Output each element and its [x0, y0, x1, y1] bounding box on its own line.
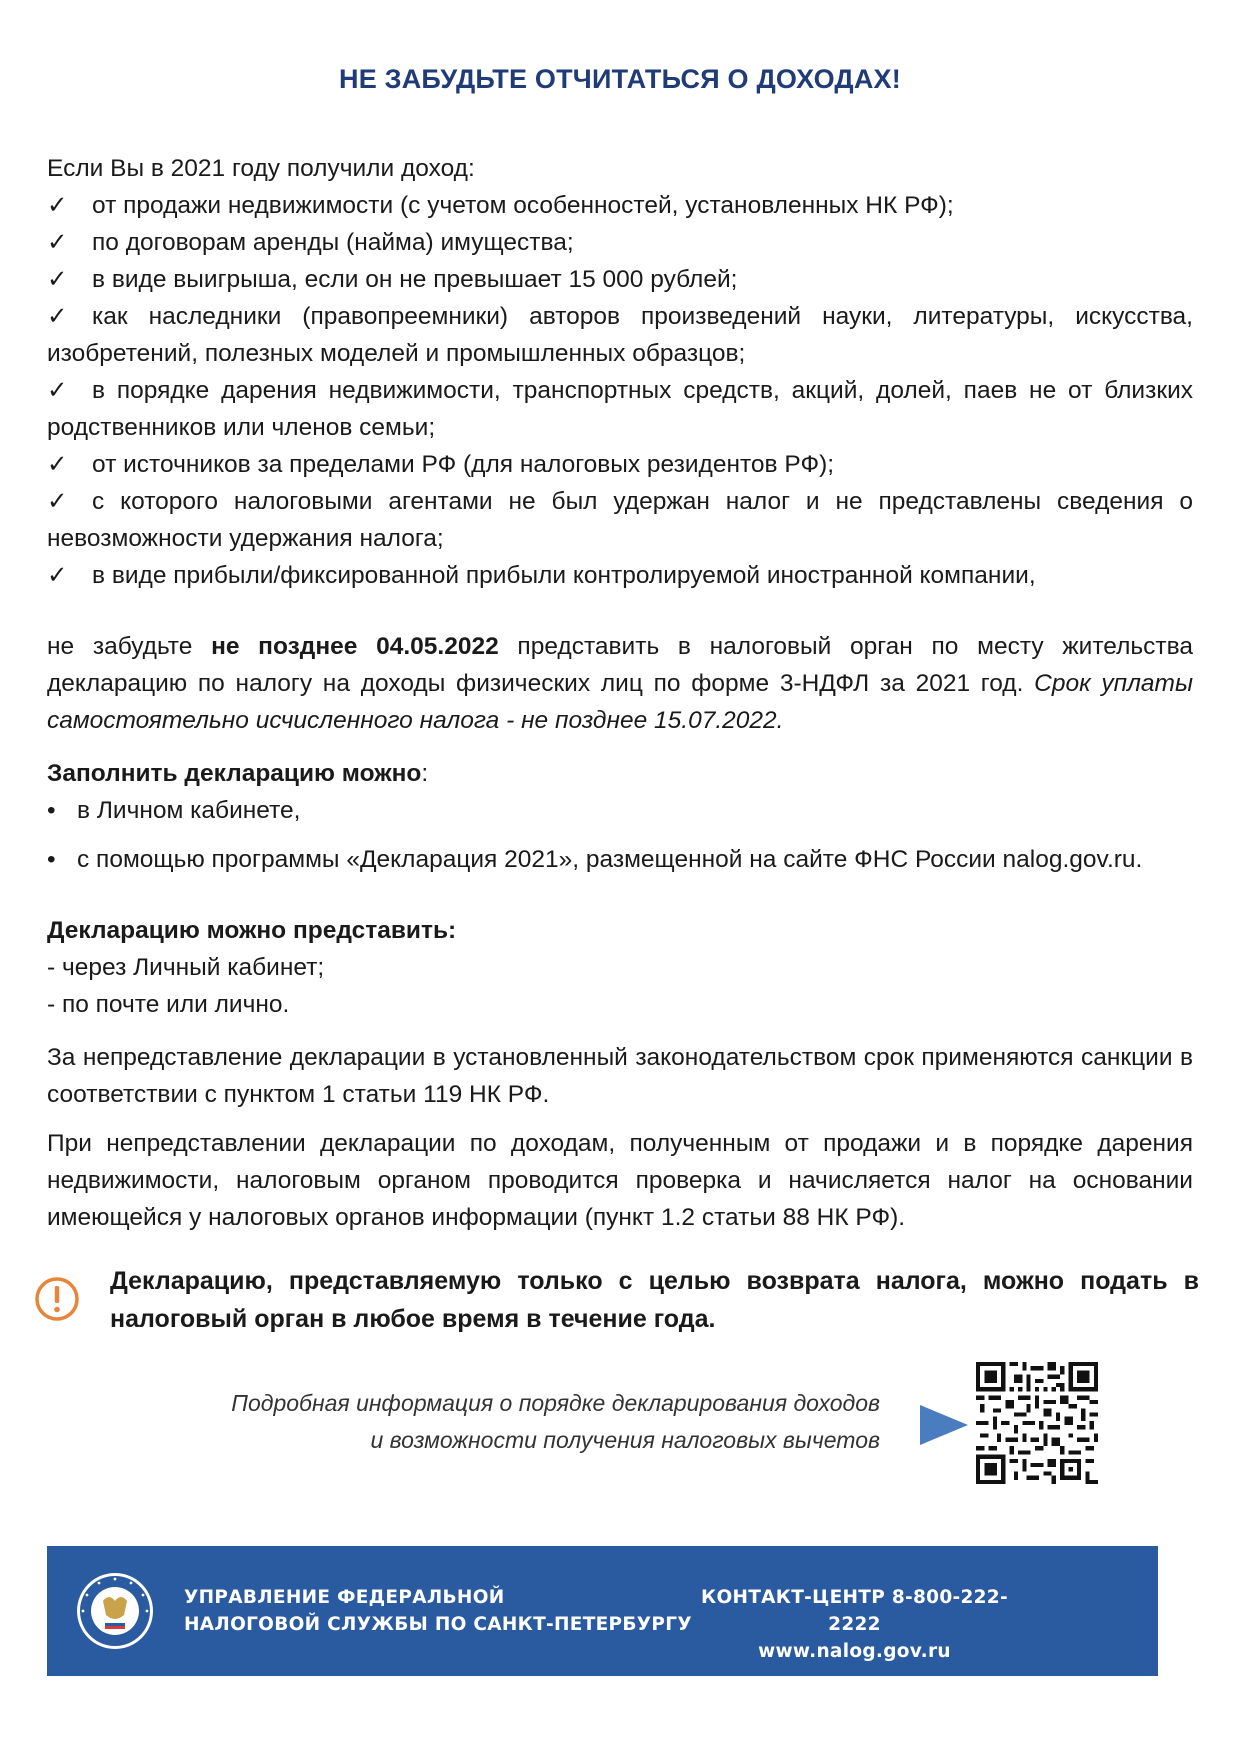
list-item: • в Личном кабинете, [47, 792, 1193, 829]
checkmark-icon: ✓ [47, 192, 68, 219]
list-item: ✓ от продажи недвижимости (с учетом особенностей, установленных НК РФ); [47, 187, 1193, 224]
contact-info [697, 1584, 1012, 1665]
exclamation-icon [34, 1276, 80, 1322]
page-title: НЕ ЗАБУДЬТЕ ОТЧИТАТЬСЯ О ДОХОДАХ! [339, 64, 901, 94]
fns-emblem-icon [75, 1571, 155, 1651]
fill-heading: Заполнить декларацию можно: [47, 760, 429, 787]
checkmark-icon: ✓ [47, 229, 68, 256]
checkmark-icon: ✓ [47, 451, 68, 478]
checkmark-icon: ✓ [47, 303, 68, 330]
list-item: • с помощью программы «Декларация 2021», размещенной на сайте ФНС России nalog.gov.ru. [47, 841, 1193, 878]
more-info-text: Подробная информация о порядке декларирования доходов и возможности получения налоговых вычетов [231, 1390, 880, 1453]
qr-code-icon[interactable] [976, 1362, 1098, 1484]
list-item: ✓ в виде прибыли/фиксированной прибыли контролируемой иностранной компании, [47, 557, 1193, 594]
submit-heading: Декларацию можно представить: [47, 917, 457, 944]
list-item: ✓ с которого налоговыми агентами не был удержан налог и не представлены сведения о невозможности удержания налога; [47, 483, 1193, 557]
audit-paragraph: При непредставлении декларации по доходам, полученным от продажи и в порядке дарения недвижимости, налоговым органом проводится проверка и начисляется налог на основании имеющейся у налоговых органов информации (пункт 1.2 статьи 88 НК РФ). [47, 1130, 1193, 1231]
payment-deadline: Срок уплаты самостоятельно исчисленного налога - не позднее 15.07.2022. [47, 670, 1193, 734]
deadline-paragraph: не забудьте не позднее 04.05.2022 представить в налоговый орган по месту жительства декларацию по налогу на доходы физических лиц по форме 3-НДФЛ за 2021 год. Срок уплаты самостоятельно исчисленного налога - не позднее 15.07.2022. [47, 633, 1193, 734]
org-name: УПРАВЛЕНИЕ ФЕДЕРАЛЬНОЙ НАЛОГОВОЙ СЛУЖБЫ ПО САНКТ-ПЕТЕРБУРГУ [184, 1587, 692, 1635]
deadline-date: не позднее 04.05.2022 [211, 633, 499, 660]
income-list [47, 187, 1193, 594]
list-item: ✓ от источников за пределами РФ (для налоговых резидентов РФ); [47, 446, 1193, 483]
checkmark-icon: ✓ [47, 488, 68, 515]
warning-block [30, 1262, 1200, 1352]
list-item: ✓ в порядке дарения недвижимости, транспортных средств, акций, долей, паев не от близких родственников или членов семьи; [47, 372, 1193, 446]
arrow-right-icon [918, 1403, 970, 1447]
bullet-icon: • [47, 797, 56, 824]
sanctions-paragraph: За непредставление декларации в установленный законодательством срок применяются санкции в соответствии с пунктом 1 статьи 119 НК РФ. [47, 1044, 1193, 1108]
warning-text: Декларацию, представляемую только с целью возврата налога, можно подать в налоговый орган в любое время в течение года. [110, 1267, 1199, 1333]
intro-text: Если Вы в 2021 году получили доход: [47, 155, 475, 182]
checkmark-icon: ✓ [47, 266, 68, 293]
contact-phone[interactable]: КОНТАКТ-ЦЕНТР 8-800-222-2222 [701, 1587, 1008, 1635]
website-link[interactable]: www.nalog.gov.ru [758, 1641, 951, 1662]
main-content [47, 150, 1193, 1236]
list-item: ✓ как наследники (правопреемники) авторов произведений науки, литературы, искусства, изобретений, полезных моделей и промышленных образцов; [47, 298, 1193, 372]
list-item: - через Личный кабинет; [47, 954, 325, 981]
footer-banner [47, 1546, 1158, 1676]
checkmark-icon: ✓ [47, 377, 68, 404]
bullet-icon: • [47, 846, 56, 873]
list-item: ✓ в виде выигрыша, если он не превышает 15 000 рублей; [47, 261, 1193, 298]
list-item: - по почте или лично. [47, 991, 290, 1018]
list-item: ✓ по договорам аренды (найма) имущества; [47, 224, 1193, 261]
checkmark-icon: ✓ [47, 562, 68, 589]
